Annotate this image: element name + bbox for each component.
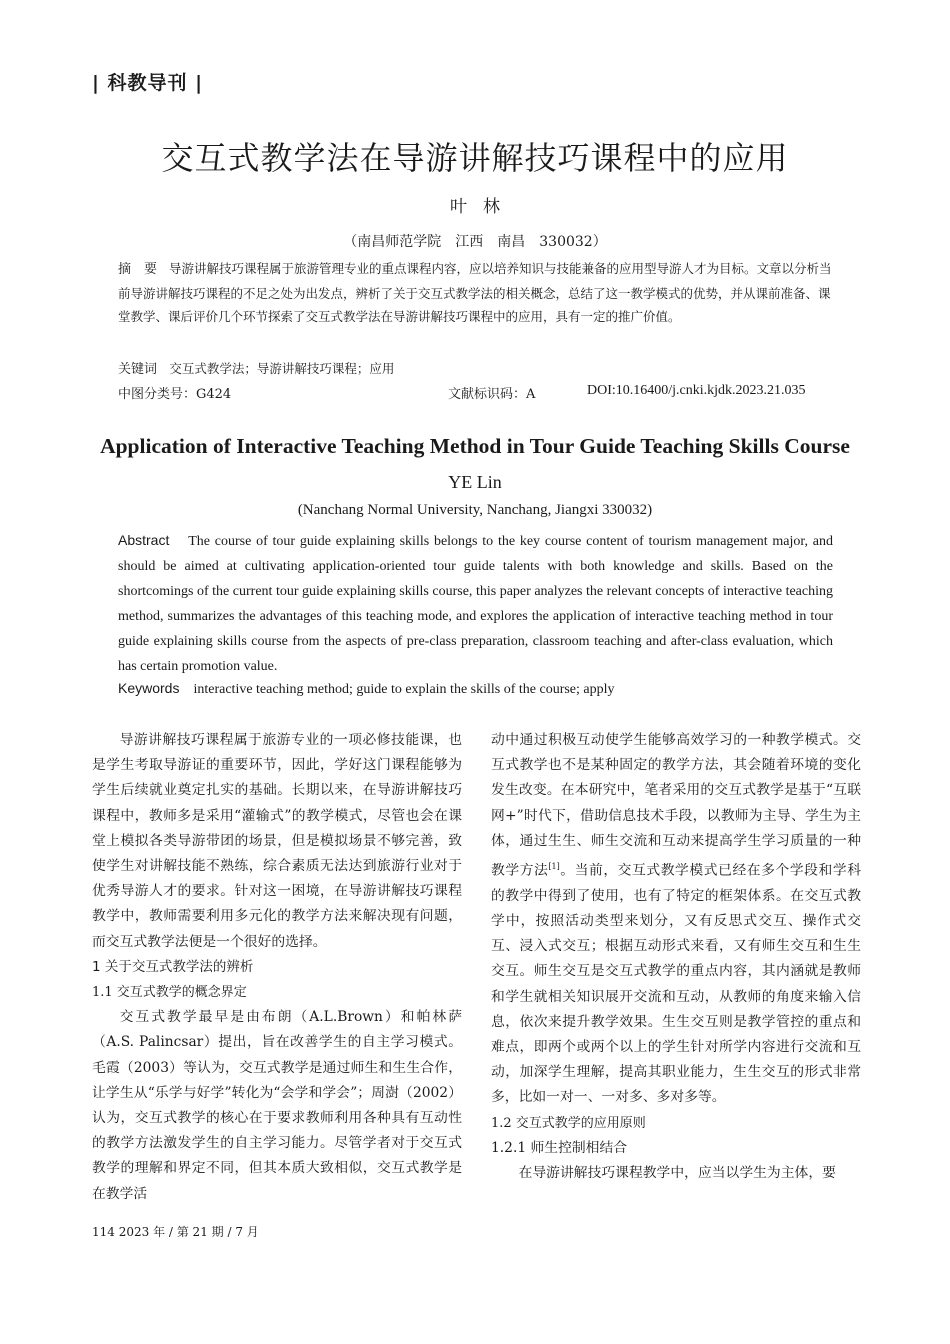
classification-doi: DOI:10.16400/j.cnki.kjdk.2023.21.035 bbox=[587, 383, 806, 398]
keywords-en bbox=[118, 680, 615, 698]
body-paragraph: 交互式教学最早是由布朗（A.L.Brown）和帕林萨（A.S. Palincsar）提出，旨在改善学生的自主学习模式。毛霞（2003）等认为，交互式教学是通过师生和生生合作，让学生从“乐学与好学”转化为“会学和学会”；周澍（2002）认为，交互式教学的核心在于要求教师利用各种具有互动性的教学方法激发学生的自主学习能力。尽管学者对于交互式教学的理解和界定不同，但其本质大致相似，交互式教学是在教学活 bbox=[92, 1009, 462, 1202]
keywords-en-text: interactive teaching method; guide to explain the skills of the course; apply bbox=[193, 682, 615, 697]
body-paragraph bbox=[491, 728, 861, 1111]
abstract-cn bbox=[118, 257, 833, 329]
abstract-cn-label: 摘 要 bbox=[118, 262, 158, 277]
body-right-column bbox=[491, 728, 861, 1186]
abstract-en bbox=[118, 528, 833, 679]
keywords-cn bbox=[118, 358, 394, 377]
author-cn: 叶林 bbox=[450, 197, 516, 217]
reference-marker: [1] bbox=[548, 862, 560, 872]
abstract-en-label: Abstract bbox=[118, 532, 170, 548]
abstract-cn-text: 导游讲解技巧课程属于旅游管理专业的重点课程内容，应以培养知识与技能兼备的应用型导游人才为目标。文章以分析当前导游讲解技巧课程的不足之处为出发点，辨析了关于交互式教学法的相关概念，总结了这一教学模式的优势，并从课前准备、课堂教学、课后评价几个环节探索了交互式教学法在导游讲解技巧课程中的应用，具有一定的推广价值。 bbox=[118, 261, 832, 324]
journal-header: | 科教导刊 | bbox=[92, 72, 204, 94]
keywords-en-label: Keywords bbox=[118, 680, 180, 696]
page-footer: 114 2023 年 / 第 21 期 / 7 月 bbox=[92, 1225, 259, 1239]
title-cn: 交互式教学法在导游讲解技巧课程中的应用 bbox=[161, 139, 789, 177]
section-heading-1-1: 1.1 交互式教学的概念界定 bbox=[92, 985, 247, 1001]
author-en: YE Lin bbox=[448, 472, 502, 492]
keywords-cn-text: 交互式教学法；导游讲解技巧课程；应用 bbox=[169, 361, 395, 376]
classification-doc-code: 文献标识码：A bbox=[448, 387, 536, 402]
section-heading-1: 1 关于交互式教学法的辨析 bbox=[92, 958, 254, 975]
body-paragraph: 导游讲解技巧课程属于旅游专业的一项必修技能课，也是学生考取导游证的重要环节，因此，学好这门课程能够为学生后续就业奠定扎实的基础。长期以来，在导游讲解技巧课程中，教师多是采用“灌输式”的教学模式，尽管也会在课堂上模拟各类导游带团的场景，但是模拟场景不够完善，致使学生对讲解技能不熟练，综合素质无法达到旅游行业对于优秀导游人才的要求。针对这一困境，在导游讲解技巧课程教学中，教师需要利用多元化的教学方法来解决现有问题，而交互式教学法便是一个很好的选择。 bbox=[92, 732, 462, 950]
body-text: 。当前，交互式教学模式已经在多个学段和学科的教学中得到了使用，也有了特定的框架体系。在交互式教学中，按照活动类型来划分，又有反思式交互、操作式交互、浸入式交互；根据互动形式来看，又有师生交互和生生交互。师生交互是交互式教学的重点内容，其内涵就是教师和学生就相关知识展开交流和互动，从教师的角度来输入信息，依次来提升教学效果。生生交互则是教学管控的重点和难点，即两个或两个以上的学生针对所学内容进行交流和互动，加深学生理解，提高其职业能力，生生交互的形式非常多，比如一对一、一对多、多对多等。 bbox=[491, 862, 862, 1106]
body-text: 动中通过积极互动使学生能够高效学习的一种教学模式。交互式教学也不是某种固定的教学方法，其会随着环境的变化发生改变。在本研究中，笔者采用的交互式教学是基于“互联网+”时代下，借助信息技术手段，以教师为主导、学生为主体，通过生生、师生交流和互动来提高学生学习质量的一种教学方法 bbox=[491, 732, 861, 879]
body-paragraph: 在导游讲解技巧课程教学中，应当以学生为主体，要 bbox=[518, 1165, 836, 1182]
title-en: Application of Interactive Teaching Method in Tour Guide Teaching Skills Course bbox=[100, 434, 850, 458]
affiliation-en: (Nanchang Normal University, Nanchang, Jiangxi 330032) bbox=[297, 502, 653, 518]
classification-clc: 中图分类号：G424 bbox=[118, 387, 232, 402]
body-left-column bbox=[92, 728, 462, 1207]
affiliation-cn: （南昌师范学院 江西 南昌 330032） bbox=[343, 234, 607, 250]
section-heading-1-2: 1.2 交互式教学的应用原则 bbox=[491, 1115, 646, 1131]
abstract-en-text: The course of tour guide explaining skills belongs to the key course content of tourism management major, and should be aimed at cultivating application-oriented tour guide talents with both knowledge and skills. Based on the shortcomings of the current tour guide explaining skills course, this paper analyzes the relevant concepts of interactive teaching method, summarizes the advantages of this teaching mode, and explores the application of interactive teaching method in tour guide explaining skills course from the aspects of pre-class preparation, classroom teaching and after-class evaluation, which has certain promotion value. bbox=[118, 534, 833, 674]
keywords-cn-label: 关键词 bbox=[118, 362, 158, 377]
section-heading-1-2-1: 1.2.1 师生控制相结合 bbox=[491, 1139, 628, 1156]
